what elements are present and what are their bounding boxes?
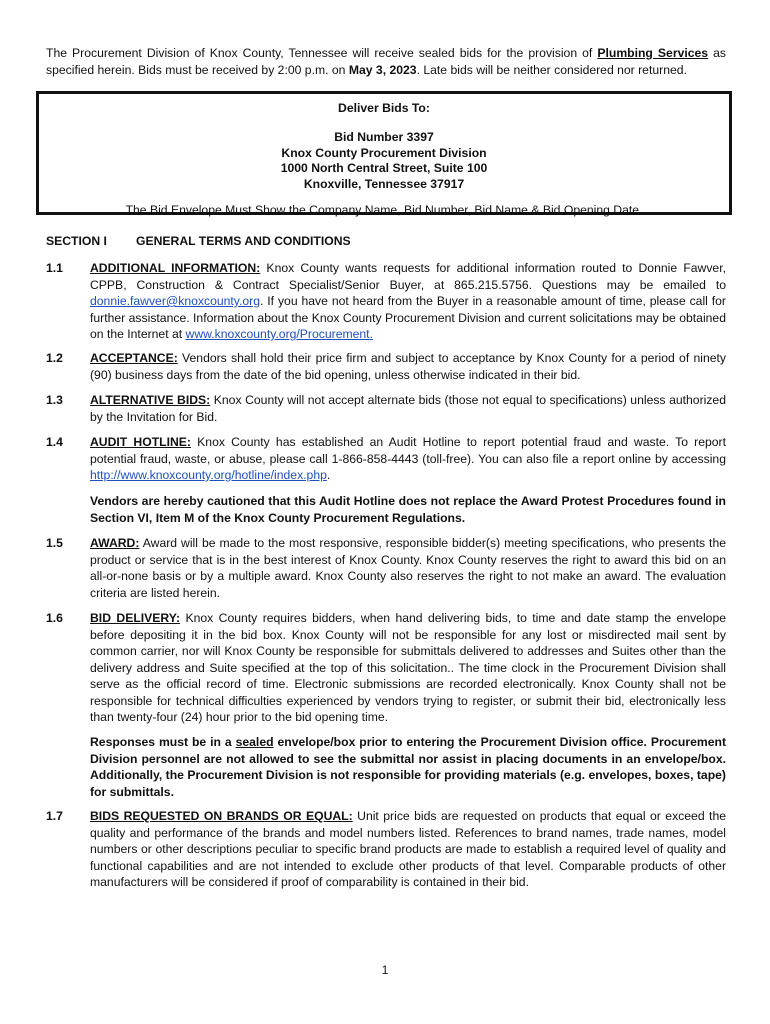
- item-number: 1.5: [46, 536, 63, 550]
- item-body: [90, 610, 726, 726]
- item-heading: BIDS REQUESTED ON BRANDS OR EQUAL:: [90, 809, 353, 823]
- item-text: . If you have not heard from the Buyer in a reasonable amount of time, please call for further assistance. Information about the Knox County Procurement Division and current solicitations may be obtained on the Internet at: [90, 294, 726, 341]
- item-text: .: [326, 468, 331, 482]
- item-text: Award will be made to the most responsive, responsible bidder(s) meeting specifications, who presents the product or service that is in the best interest of Knox County. Knox County reserves the right to award this bid on an all-or-none basis or by a multiple award. Knox County also reserves the right to not make an award. The evaluation criteria are listed herein.: [90, 536, 726, 600]
- item-text: Knox County has established an Audit Hotline to report potential fraud and waste. To report potential fraud, waste, or abuse, please call 1-866-858-4443 (toll-free). You can also file a report online by accessing: [90, 435, 726, 466]
- item-heading: ACCEPTANCE:: [90, 351, 178, 365]
- sealed-responses-note: [90, 734, 726, 800]
- item-number: 1.1: [46, 261, 63, 275]
- procurement-website-link[interactable]: www.knoxcounty.org/Procurement.: [185, 327, 373, 341]
- division-name: Knox County Procurement Division: [281, 145, 487, 160]
- item-heading: ADDITIONAL INFORMATION:: [90, 261, 261, 275]
- intro-paragraph: [46, 45, 726, 78]
- audit-caution: Vendors are hereby cautioned that this Audit Hotline does not replace the Award Protest Procedures found in Section VI, Item M of the Knox County Procurement Regulations.: [90, 494, 726, 525]
- street-address: 1000 North Central Street, Suite 100: [280, 161, 488, 175]
- envelope-note: The Bid Envelope Must Show the Company Name, Bid Number, Bid Name & Bid Opening Date.: [125, 203, 643, 217]
- item-body: [90, 535, 726, 601]
- bid-deadline: May 3, 2023: [348, 62, 417, 77]
- section-number: SECTION I: [46, 234, 107, 248]
- item-heading: AUDIT HOTLINE:: [90, 435, 191, 449]
- delivery-address: [39, 130, 729, 192]
- responses-text-1: Responses must be in a: [90, 735, 236, 749]
- buyer-email-link[interactable]: donnie.fawver@knoxcounty.org: [90, 294, 260, 308]
- responses-text-2: envelope/box prior to entering the Procurement Division office. Procurement Division personnel are not allowed to see the submittal nor assist in placing documents in an envelope/box. Additionally, the Procurement Division is not responsible for providing materials (e.g. envelopes, boxes, tape) for submittals.: [90, 735, 727, 799]
- item-number: 1.2: [46, 351, 63, 365]
- item-heading: AWARD:: [90, 536, 140, 550]
- item-number: 1.7: [46, 809, 63, 823]
- item-text: Knox County requires bidders, when hand delivering bids, to time and date stamp the envelope before depositing it in the bid box. Knox County will not be responsible for any lost or misdirected mail sent by common carrier, nor will Knox County be responsible for submittals delivered to addresses and Suites other than the delivery address and Suite specified at the top of this solicitation.. The time clock in the Procurement Division shall serve as the official record of time. Electronic submissions are recorded electronically. Knox County shall not be responsible for technical difficulties experienced by vendors trying to register, or submit their bid, electronically less than twenty-four (24) hour prior to the bid opening time.: [90, 611, 727, 724]
- deliver-bids-box: [36, 91, 732, 215]
- item-text: Knox County wants requests for additional information routed to Donnie Fawver, CPPB, Construction & Contract Specialist/Senior Buyer, at 865.215.5756. Questions may be emailed to: [90, 261, 726, 292]
- item-body: [90, 434, 726, 484]
- item-heading: BID DELIVERY:: [90, 611, 181, 625]
- item-text: Knox County will not accept alternate bids (those not equal to specifications) unless authorized by the Invitation for Bid.: [90, 393, 726, 424]
- item-heading: ALTERNATIVE BIDS:: [90, 393, 211, 407]
- item-text: Unit price bids are requested on products that equal or exceed the quality and performance of the brands and model numbers listed. References to brand names, trade names, model numbers or other descriptions peculiar to specific brand products are made to establish a required level of quality and functional capabilities and are not intended to exclude other products of that level. Comparable products of other manufacturers will be considered if proof of comparability is contained in their bid.: [90, 809, 726, 889]
- section-title: GENERAL TERMS AND CONDITIONS: [136, 234, 351, 248]
- hotline-link[interactable]: http://www.knoxcounty.org/hotline/index.php: [90, 468, 327, 482]
- city-state-zip: Knoxville, Tennessee 37917: [303, 176, 465, 191]
- item-body: [90, 808, 726, 891]
- page-number: 1: [381, 963, 389, 977]
- sealed-word: sealed: [235, 735, 274, 749]
- item-number: 1.6: [46, 611, 63, 625]
- intro-text-1: The Procurement Division of Knox County, Tennessee will receive sealed bids for the provision of: [46, 46, 598, 60]
- service-name: Plumbing Services: [597, 46, 709, 60]
- deliver-box-title: Deliver Bids To:: [338, 101, 430, 115]
- item-body: [90, 350, 726, 383]
- item-number: 1.3: [46, 393, 63, 407]
- bid-number: Bid Number 3397: [334, 130, 434, 144]
- item-body: [90, 392, 726, 425]
- intro-text-2: as specified herein. Bids must be received by 2:00 p.m. on: [46, 46, 726, 77]
- item-text: Vendors shall hold their price firm and subject to acceptance by Knox County for a period of ninety (90) business days from the date of the bid opening, unless otherwise indicated in their bid.: [90, 351, 726, 382]
- item-number: 1.4: [46, 435, 63, 449]
- intro-text-3: . Late bids will be neither considered nor returned.: [416, 62, 687, 77]
- item-body: [90, 260, 726, 343]
